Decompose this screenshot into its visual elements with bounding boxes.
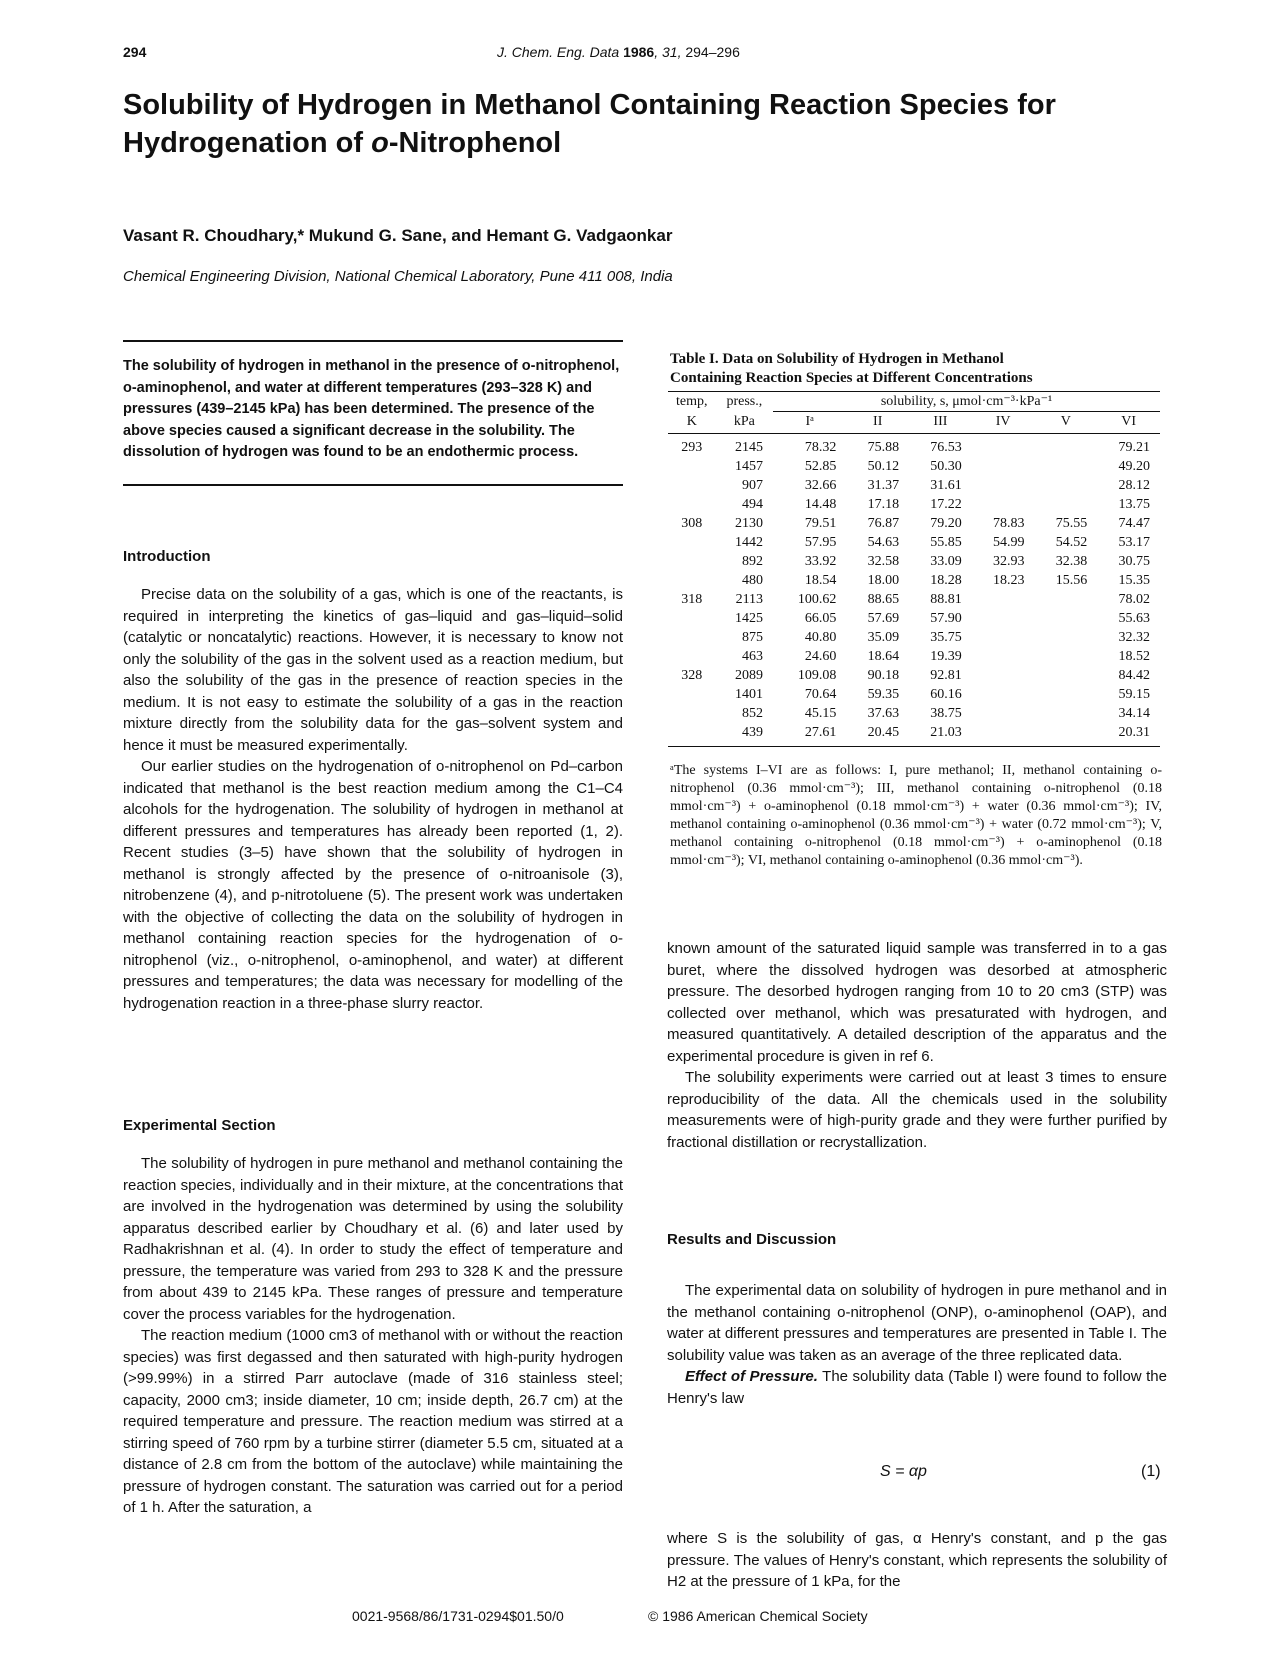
cell-solubility: 31.61: [930, 478, 962, 493]
cell-solubility: [972, 590, 1035, 609]
cell-solubility: 37.63: [867, 706, 900, 721]
cell-solubility: [1035, 666, 1098, 685]
cell-temp: [668, 457, 716, 476]
cell-solubility: [1035, 495, 1098, 514]
cell-pressure: 2130: [735, 516, 764, 531]
cell-pressure: 875: [742, 630, 764, 645]
cell-solubility: 32.66: [804, 478, 837, 493]
cell-solubility: 27.61: [773, 723, 846, 747]
column-group-solubility: solubility, s, μmol·cm⁻³·kPa⁻¹: [773, 392, 1160, 412]
cell-pressure: 494: [742, 497, 764, 512]
introduction-paragraph: Our earlier studies on the hydrogenation of o-nitrophenol on Pd–carbon indicated that methanol is the best reaction medium among the C1–C4 alcohols for the hydrogenation. The solubility of hydrogen in methanol at different pressures and temperatures has already been reported (1, 2). Recent studies (3–5) have shown that the solubility of hydrogen in methanol is strongly affected by the presence of o-nitroanisole (3), nitrobenzene (4), and p-nitrotoluene (5). The present work was undertaken with the objective of collecting the data on the solubility of hydrogen in methanol containing reaction species for the hydrogenation of o-nitrophenol (viz., o-nitrophenol, o-aminophenol, and water) at different pressures and temperatures; the data was necessary for modelling of the hydrogenation reaction in a three-phase slurry reactor.: [123, 758, 623, 1012]
cell-solubility: [972, 476, 1035, 495]
table-row: [668, 666, 1160, 685]
equation: S = αp: [880, 1463, 927, 1480]
cell-solubility: 32.93: [993, 554, 1025, 569]
column-header-press: press.,: [716, 392, 773, 412]
cell-solubility: [972, 647, 1035, 666]
experimental-paragraph: The solubility of hydrogen in pure methanol and methanol containing the reaction species, individually and in their mixture, at the concentrations that are involved in the hydrogenation was determined by using the solubility apparatus described earlier by Choudhary et al. (6) and later used by Radhakrishnan et al. (4). In order to study the effect of temperature and pressure, the temperature was varied from 293 to 328 K and the pressure from about 439 to 2145 kPa. These ranges of pressure and temperature cover the process variables for the hydrogenation.: [123, 1155, 623, 1323]
cell-solubility: 17.22: [930, 497, 962, 512]
page-number: 294: [123, 44, 147, 60]
table-row: [668, 552, 1160, 571]
table-row: [668, 704, 1160, 723]
cell-solubility: 60.16: [930, 687, 962, 702]
table-row: [668, 476, 1160, 495]
cell-solubility: [972, 434, 1035, 458]
cell-solubility: 18.52: [1118, 649, 1150, 664]
table-body: [668, 434, 1160, 747]
journal-pages: 294–296: [685, 44, 740, 60]
cell-solubility: 50.30: [930, 459, 962, 474]
equation-number: (1): [1141, 1463, 1161, 1480]
cell-solubility: 54.52: [1055, 535, 1088, 550]
cell-temp: [668, 704, 716, 723]
cell-solubility: 20.45: [846, 723, 909, 747]
cell-pressure: 2089: [735, 668, 764, 683]
cell-solubility: [1035, 704, 1098, 723]
cell-solubility: [972, 723, 1035, 747]
cell-solubility: 33.92: [804, 554, 837, 569]
cell-solubility: 78.32: [804, 440, 837, 455]
cell-solubility: 49.20: [1118, 459, 1150, 474]
cell-solubility: [972, 666, 1035, 685]
cell-solubility: 78.83: [993, 516, 1025, 531]
column-header-system: VI: [1097, 412, 1160, 434]
cell-solubility: 32.58: [867, 554, 900, 569]
cell-solubility: 57.95: [804, 535, 837, 550]
column-header-temp: temp,: [668, 392, 716, 412]
cell-solubility: 15.35: [1118, 573, 1150, 588]
journal-year: 1986: [623, 44, 655, 60]
column-header-system: V: [1035, 412, 1098, 434]
cell-solubility: 20.31: [1097, 723, 1160, 747]
cell-solubility: 35.09: [867, 630, 900, 645]
title-line-2: Hydrogenation of o-Nitrophenol: [123, 127, 562, 159]
cell-solubility: 50.12: [867, 459, 900, 474]
column-header-system: IV: [972, 412, 1035, 434]
table-row: [668, 434, 1160, 458]
cell-temp: [668, 533, 716, 552]
cell-solubility: 33.09: [930, 554, 962, 569]
cell-solubility: 14.48: [804, 497, 837, 512]
cell-solubility: 18.64: [867, 649, 900, 664]
abstract-bottom-rule: [123, 484, 623, 486]
cell-solubility: 18.54: [804, 573, 837, 588]
cell-temp: [668, 628, 716, 647]
cell-solubility: 59.15: [1118, 687, 1150, 702]
cell-solubility: 59.35: [867, 687, 900, 702]
cell-solubility: 55.85: [930, 535, 962, 550]
cell-solubility: 53.17: [1118, 535, 1150, 550]
cell-solubility: [1035, 457, 1098, 476]
cell-solubility: 57.69: [867, 611, 900, 626]
cell-pressure: 1401: [735, 687, 764, 702]
experimental-paragraph: The reaction medium (1000 cm3 of methanol with or without the reaction species) was first degassed and then saturated with high-purity hydrogen (>99.99%) in a stirred Parr autoclave (made of 316 stainless steel; capacity, 2000 cm3; inside diameter, 10 cm; inside depth, 26.7 cm) at the required temperature and pressure. The reaction medium was stirred at a stirring speed of 760 rpm by a turbine stirrer (diameter 5.5 cm, situated at a distance of 2.8 cm from the bottom of the autoclave) while maintaining the pressure of hydrogen constant. The saturation was carried out for a period of 1 h. After the saturation, a: [123, 1327, 623, 1516]
column-header-system: Iᵃ: [773, 412, 846, 434]
cell-pressure: 1425: [735, 611, 764, 626]
table-row: [668, 571, 1160, 590]
journal-name: J. Chem. Eng. Data: [497, 44, 620, 60]
results-continuation: [667, 1528, 1167, 1593]
cell-solubility: 34.14: [1118, 706, 1150, 721]
footer-code: 0021-9568/86/1731-0294$01.50/0: [352, 1608, 564, 1624]
cell-solubility: [972, 457, 1035, 476]
cell-temp: [668, 552, 716, 571]
cell-temp: [668, 571, 716, 590]
cell-solubility: 28.12: [1118, 478, 1150, 493]
cell-solubility: 32.38: [1055, 554, 1088, 569]
cell-pressure: 463: [742, 649, 764, 664]
cell-solubility: 55.63: [1118, 611, 1150, 626]
body-paragraph: The experimental data on solubility of hydrogen in pure methanol and in the methanol containing o-nitrophenol (ONP), o-aminophenol (OAP), and water at different pressures and temperatures are presented in Table I. The solubility value was taken as an average of the three replicated data.: [667, 1282, 1167, 1364]
column-header-system: III: [909, 412, 972, 434]
cell-solubility: 54.63: [867, 535, 900, 550]
body-paragraph: Effect of Pressure. The solubility data (Table I) were found to follow the Henry's law: [667, 1368, 1167, 1407]
authors: Vasant R. Choudhary,* Mukund G. Sane, and Hemant G. Vadgaonkar: [123, 226, 673, 245]
results-body: [667, 1280, 1167, 1409]
cell-solubility: 32.32: [1118, 630, 1150, 645]
journal-volume: 31: [662, 44, 678, 60]
cell-temp: 318: [681, 592, 703, 607]
table-row: [668, 495, 1160, 514]
cell-solubility: [1035, 609, 1098, 628]
running-head: J. Chem. Eng. Data 1986, 31, 294–296: [497, 44, 740, 60]
table-caption-line: Containing Reaction Species at Different Concentrations: [670, 370, 1033, 386]
cell-solubility: 19.39: [930, 649, 962, 664]
introduction-paragraph: Precise data on the solubility of a gas, which is one of the reactants, is required in interpreting the kinetics of gas–liquid and gas–liquid–solid (catalytic or noncatalytic) reactions. However, it is necessary to know not only the solubility of the gas in the solvent used as a reaction medium, but also the solubility of the gas in the presence of reaction species in the medium. It is not easy to estimate the solubility of a gas in the reaction mixture directly from the solubility data for the gas–solvent system and hence it must be measured experimentally.: [123, 586, 623, 754]
cell-solubility: 90.18: [867, 668, 900, 683]
cell-solubility: 18.28: [930, 573, 962, 588]
cell-solubility: 21.03: [909, 723, 972, 747]
cell-solubility: [1035, 476, 1098, 495]
cell-solubility: 76.87: [867, 516, 900, 531]
cell-pressure: 1442: [735, 535, 764, 550]
cell-temp: [668, 476, 716, 495]
cell-temp: [668, 685, 716, 704]
column-unit-press: kPa: [716, 412, 773, 434]
abstract: The solubility of hydrogen in methanol in the presence of o-nitrophenol, o-aminophenol, and water at different temperatures (293–328 K) and pressures (439–2145 kPa) has been determined. The presence of the above species caused a significant decrease in the solubility. The dissolution of hydrogen was found to be an endothermic process.: [123, 358, 620, 461]
cell-solubility: 30.75: [1118, 554, 1150, 569]
experimental-heading: Experimental Section: [123, 1117, 276, 1134]
effect-of-pressure-label: Effect of Pressure.: [685, 1368, 818, 1385]
table-row: [668, 533, 1160, 552]
introduction-body: [123, 584, 623, 1014]
cell-solubility: 92.81: [930, 668, 962, 683]
cell-solubility: [972, 628, 1035, 647]
cell-solubility: [972, 685, 1035, 704]
cell-pressure: 480: [742, 573, 764, 588]
cell-temp: [668, 495, 716, 514]
cell-temp: [668, 647, 716, 666]
cell-solubility: 35.75: [930, 630, 962, 645]
cell-solubility: 75.55: [1055, 516, 1088, 531]
table-caption-line: Table I. Data on Solubility of Hydrogen in Methanol: [670, 351, 1004, 367]
table-row: [668, 457, 1160, 476]
cell-pressure: 1457: [735, 459, 764, 474]
table-row: [668, 609, 1160, 628]
cell-solubility: 31.37: [867, 478, 900, 493]
table-footnote: ᵃThe systems I–VI are as follows: I, pure methanol; II, methanol containing o-nitrophenol (0.36 mmol·cm⁻³); III, methanol containing o-nitrophenol (0.18 mmol·cm⁻³) + o-aminophenol (0.18 mmol·cm⁻³) + water (0.36 mmol·cm⁻³); IV, methanol containing o-aminophenol (0.36 mmol·cm⁻³) + water (0.72 mmol·cm⁻³); V, methanol containing o-nitrophenol (0.18 mmol·cm⁻³) + o-aminophenol (0.18 mmol·cm⁻³); VI, methanol containing o-aminophenol (0.36 mmol·cm⁻³).: [670, 763, 1162, 868]
cell-solubility: 38.75: [930, 706, 962, 721]
cell-pressure: 852: [742, 706, 764, 721]
table-row: [668, 514, 1160, 533]
methods-continuation: [667, 938, 1167, 1153]
cell-solubility: [972, 609, 1035, 628]
cell-solubility: 88.81: [930, 592, 962, 607]
solubility-table: [668, 391, 1160, 747]
cell-solubility: 88.65: [867, 592, 900, 607]
cell-pressure: 907: [742, 478, 764, 493]
table-row: [668, 628, 1160, 647]
body-paragraph: known amount of the saturated liquid sample was transferred in to a gas buret, where the dissolved hydrogen was desorbed at atmospheric pressure. The desorbed hydrogen ranging from 10 to 20 cm3 (STP) was collected over methanol, which was presaturated with hydrogen, and measured quantitatively. A detailed description of the apparatus and the experimental procedure is given in ref 6.: [667, 940, 1167, 1065]
body-paragraph: where S is the solubility of gas, α Henry's constant, and p the gas pressure. The values of Henry's constant, which represents the solubility of H2 at the pressure of 1 kPa, for the: [667, 1530, 1167, 1590]
cell-pressure: 439: [716, 723, 773, 747]
cell-pressure: 892: [742, 554, 764, 569]
cell-solubility: [1035, 434, 1098, 458]
cell-temp: 293: [681, 440, 703, 455]
cell-solubility: 74.47: [1118, 516, 1150, 531]
body-paragraph: The solubility experiments were carried out at least 3 times to ensure reproducibility of the data. All the chemicals used in the solubility measurements were of high-purity grade and they were further purified by fractional distillation or recrystallization.: [667, 1069, 1167, 1151]
cell-solubility: 78.02: [1118, 592, 1150, 607]
cell-solubility: 100.62: [797, 592, 837, 607]
table-row: [668, 590, 1160, 609]
table-caption: [670, 350, 1160, 388]
results-heading: Results and Discussion: [667, 1231, 837, 1248]
title-line-1: Solubility of Hydrogen in Methanol Containing Reaction Species for: [123, 89, 1056, 121]
cell-solubility: [1035, 590, 1098, 609]
cell-pressure: 2145: [735, 440, 764, 455]
article-title: [123, 86, 1163, 162]
cell-temp: 308: [681, 516, 703, 531]
cell-temp: 328: [681, 668, 703, 683]
footer-copyright: © 1986 American Chemical Society: [648, 1608, 868, 1624]
cell-temp: [668, 609, 716, 628]
column-header-system: II: [846, 412, 909, 434]
cell-solubility: 76.53: [930, 440, 962, 455]
cell-solubility: [1035, 628, 1098, 647]
cell-solubility: 79.51: [804, 516, 837, 531]
cell-solubility: [1035, 723, 1098, 747]
cell-solubility: 57.90: [930, 611, 962, 626]
cell-solubility: 13.75: [1118, 497, 1150, 512]
cell-solubility: 70.64: [804, 687, 837, 702]
cell-solubility: 66.05: [804, 611, 837, 626]
cell-solubility: [972, 704, 1035, 723]
cell-solubility: 40.80: [804, 630, 837, 645]
cell-solubility: [1035, 685, 1098, 704]
table-row: [668, 685, 1160, 704]
cell-solubility: 109.08: [797, 668, 837, 683]
introduction-heading: Introduction: [123, 548, 211, 565]
cell-solubility: 52.85: [804, 459, 837, 474]
column-unit-temp: K: [668, 412, 716, 434]
experimental-body: [123, 1153, 623, 1519]
table-row: [668, 723, 1160, 747]
cell-temp: [668, 723, 716, 747]
table-row: [668, 647, 1160, 666]
affiliation: Chemical Engineering Division, National Chemical Laboratory, Pune 411 008, India: [123, 268, 673, 285]
cell-pressure: 2113: [735, 592, 764, 607]
cell-solubility: 79.21: [1118, 440, 1150, 455]
cell-solubility: 54.99: [993, 535, 1025, 550]
cell-solubility: [1035, 647, 1098, 666]
cell-solubility: 79.20: [930, 516, 962, 531]
cell-solubility: [972, 495, 1035, 514]
cell-solubility: 24.60: [804, 649, 837, 664]
cell-solubility: 15.56: [1055, 573, 1088, 588]
cell-solubility: 18.23: [993, 573, 1025, 588]
cell-solubility: 45.15: [804, 706, 837, 721]
abstract-top-rule: [123, 340, 623, 342]
cell-solubility: 17.18: [867, 497, 900, 512]
cell-solubility: 18.00: [867, 573, 900, 588]
cell-solubility: 75.88: [867, 440, 900, 455]
cell-solubility: 84.42: [1118, 668, 1150, 683]
